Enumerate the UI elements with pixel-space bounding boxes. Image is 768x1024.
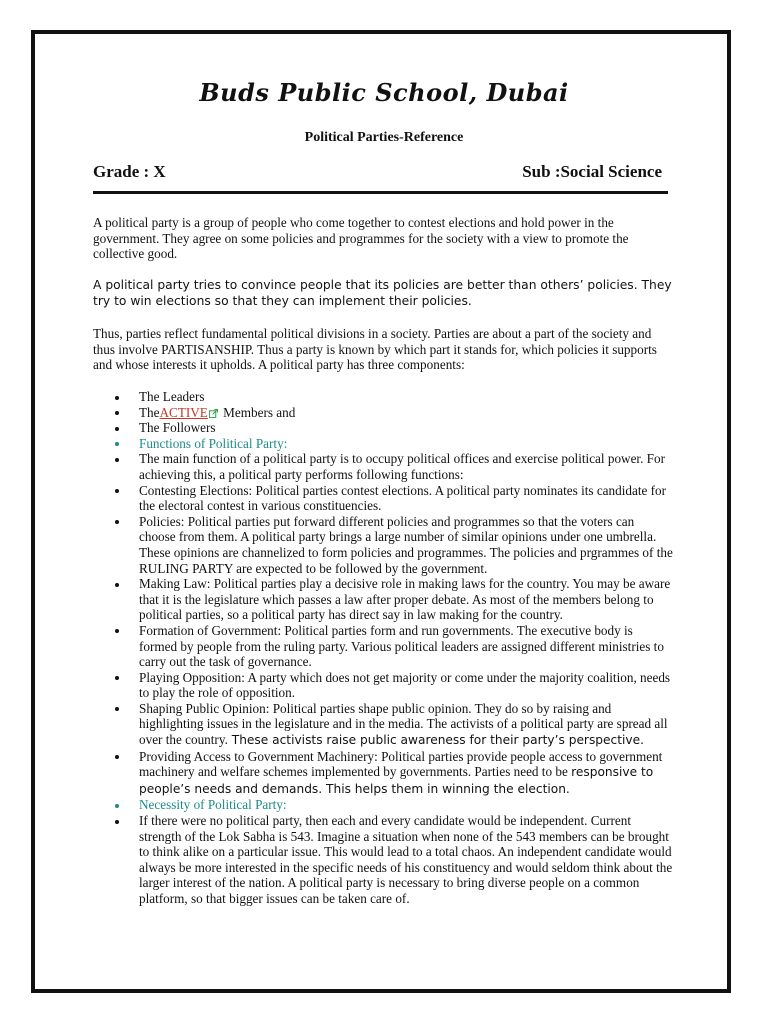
grade-label: Grade : X <box>93 162 166 181</box>
header-divider <box>93 191 668 194</box>
grade-subject-row <box>93 162 662 184</box>
list-item-shaping-public-opinion: Shaping Public Opinion: Political parties shape public opinion. They do so by raising and highlighting issues in the legislature and in the media. The activists of a political party are spread all over the country. These activists raise public awareness for their party’s perspective. <box>93 701 673 749</box>
list-item-playing-opposition: Playing Opposition: A party which does not get majority or come under the majority coalition, needs to play the role of opposition. <box>93 670 673 701</box>
list-item-active-members: TheACTIVE Members and <box>93 405 673 421</box>
necessity-heading: Necessity of Political Party: <box>93 797 673 813</box>
active-link[interactable]: ACTIVE <box>159 404 208 420</box>
paragraph-partisanship: Thus, parties reflect fundamental political divisions in a society. Parties are about a part of the society and thus involve PARTISANSHIP. Thus a party is known by which part it stands for, which policies it supports and whose interests it upholds. A political party has three components: <box>93 326 657 373</box>
external-link-icon[interactable] <box>209 409 218 418</box>
list-item-followers: The Followers <box>93 420 673 436</box>
functions-heading: Functions of Political Party: <box>93 436 673 452</box>
document-title: Political Parties-Reference <box>304 130 464 145</box>
list-item-government-machinery: Providing Access to Government Machinery: Political parties provide people access to government machinery and welfare schemes implemented by governments. Parties need to be responsive to people’s needs and demands. This helps them in winning the election. <box>93 749 673 798</box>
list-item-policies: Policies: Political parties put forward different policies and programmes so that the voters can choose from them. A political party brings a large number of similar opinions under one umbrella. These opinions are channelized to form policies and programmes. The policies and prgrammes of the RULING PARTY are expected to be followed by the government. <box>93 514 673 576</box>
list-item-necessity: If there were no political party, then each and every candidate would be independent. Current strength of the Lok Sabha is 543. Imagine a situation when none of the 543 members can be brought to think alike on a particular issue. This would lead to a total chaos. An independent candidate would always be more interested in the specific needs of his constituency and would seldom think about the larger interest of the nation. A political party is necessary to bring diverse people on a common platform, so that bigger issues can be taken care of. <box>93 813 673 907</box>
subject-label: Sub :Social Science <box>522 162 662 181</box>
components-functions-list <box>93 389 673 907</box>
list-item-main-function: The main function of a political party is to occupy political offices and exercise political power. For achieving this, a political party performs following functions: <box>93 451 673 482</box>
list-item-leaders: The Leaders <box>93 389 673 405</box>
school-name: Buds Public School, Dubai <box>199 78 569 107</box>
paragraph-definition: A political party is a group of people who come together to contest elections and hold power in the government. They agree on some policies and programmes for the society with a view to promote the collective good. <box>93 215 629 262</box>
list-item-making-law: Making Law: Political parties play a decisive role in making laws for the country. You may be aware that it is the legislature which passes a law after proper debate. As most of the members belong to political parties, so a political party has direct say in law making for the country. <box>93 576 673 623</box>
paragraph-convince: A political party tries to convince people that its policies are better than others’ policies. They try to win elections so that they can implement their policies. <box>93 278 672 308</box>
list-item-formation-of-government: Formation of Government: Political parties form and run governments. The executive body is formed by people from the ruling party. Various political leaders are assigned different ministries to carry out the task of governance. <box>93 623 673 670</box>
list-item-contesting-elections: Contesting Elections: Political parties contest elections. A political party nominates its candidate for the electoral contest in various constituencies. <box>93 483 673 514</box>
